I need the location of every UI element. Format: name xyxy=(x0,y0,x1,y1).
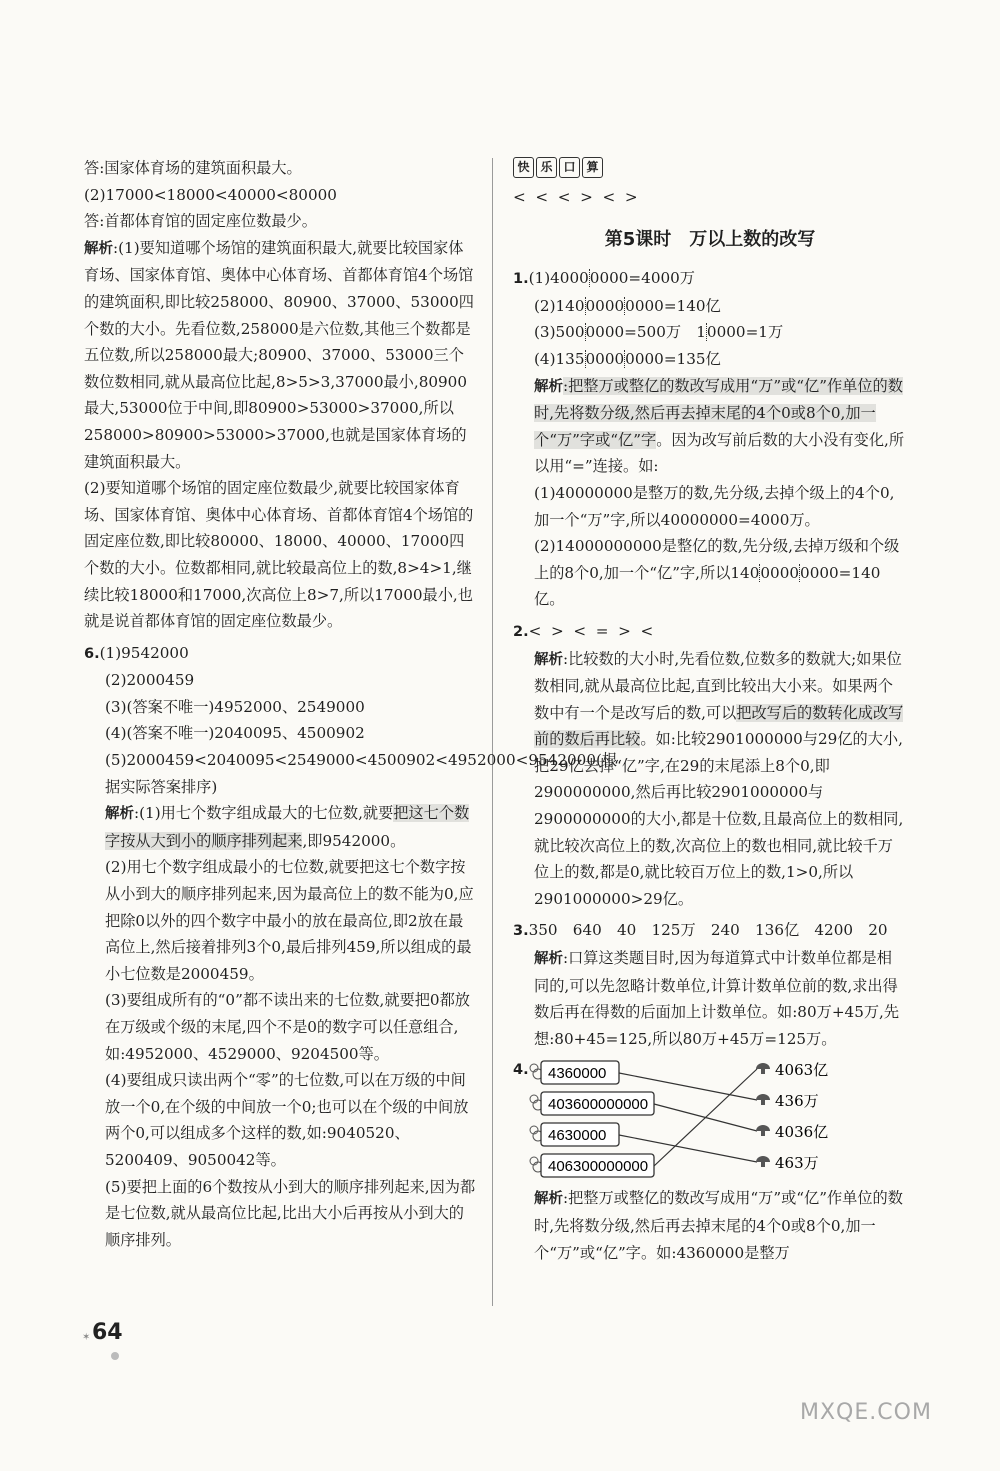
q1-line xyxy=(513,265,907,293)
left-number: 4630000 xyxy=(548,1127,607,1145)
jiexi-label: 解析 xyxy=(534,378,563,395)
answer-text: 0000=135亿 xyxy=(625,349,721,368)
explanation-text: :口算这类题目时,因为每道算式中计数单位都是相同的,可以先忽略计数单位,计算计数单位前的数,求出得数后再在得数的后面加上计数单位。如:80万+45万,先想:80+45=125,所以80万+45万=125万。 xyxy=(534,949,900,1048)
left-number: 406300000000 xyxy=(548,1158,649,1176)
matching-diagram xyxy=(513,1057,907,1179)
question-number: 1. xyxy=(513,271,529,288)
explanation-paragraph xyxy=(513,480,907,533)
answer-text: 0000 xyxy=(585,349,625,368)
right-number: 436万 xyxy=(775,1092,819,1111)
explanation-text: 0000=140亿。 xyxy=(534,563,881,609)
explanation-text: :比较数的大小时,先看位数,位数多的数就大;如果位数相同,就从最高位比起,直到比较出大小来。如果两个数中有一个是改写后的数,可以 xyxy=(534,649,902,722)
q1-line xyxy=(513,293,907,320)
kuaile-kousuan-badge xyxy=(513,157,907,178)
highlighted-text: :把整万或整亿的数改写成用“万”或“亿”作单位的数时,先将数分级,然后再去掉末尾的4个0或8个0,加一个“万”字或“亿”字 xyxy=(534,376,903,449)
badge-char: 算 xyxy=(582,157,603,178)
answer-text: (2)140 xyxy=(534,296,585,315)
answer-text: 0000=500万 1 xyxy=(585,323,706,342)
left-number: 4360000 xyxy=(548,1065,607,1083)
jiexi-label: 解析 xyxy=(105,806,134,823)
answer-text: (1)4000 xyxy=(528,269,589,288)
left-number: 403600000000 xyxy=(548,1096,649,1114)
explanation-paragraph: (2)要知道哪个场馆的固定座位数最少,就要比较国家体育场、国家体育馆、奥体中心体育场、首都体育馆4个场馆的固定座位数,即比较80000、18000、40000、17000四个数的大小。位数都相同,就比较最高位上的数,8>4>1,继续比较18000和17000,次高位上8>7,所以17000最小,也就是说首都体育馆的固定座位数最少。 xyxy=(84,479,474,631)
jiexi-label: 解析 xyxy=(84,240,113,257)
explanation-paragraph xyxy=(84,800,478,854)
answer-text: 0000=4000万 xyxy=(589,269,695,288)
badge-char: 快 xyxy=(513,157,534,178)
explanation-paragraph: (5)要把上面的6个数按从小到大的顺序排列起来,因为都是七位数,就从最高位比起,比出大小后再按从小到大的顺序排列。 xyxy=(105,1177,476,1249)
right-number: 4063亿 xyxy=(775,1061,829,1080)
question-number: 2. xyxy=(513,623,529,640)
q6-line: (3)(答案不唯一)4952000、2549000 xyxy=(105,697,365,716)
explanation-paragraph: (3)要组成所有的“0”都不读出来的七位数,就要把0都放在万级或个级的末尾,四个不是0的数字可以任意组合,如:4952000、4529000、9204500等。 xyxy=(105,991,470,1063)
explanation-paragraph xyxy=(513,373,907,480)
explanation-paragraph xyxy=(513,646,907,913)
answer-text: 0000 xyxy=(585,296,625,315)
section-title: 第5课时 万以上数的改写 xyxy=(604,228,816,250)
answer-text: 0000=140亿 xyxy=(625,296,721,315)
q1-line xyxy=(513,346,907,373)
answer-line: 答:国家体育场的建筑面积最大。 xyxy=(84,159,302,177)
page-dot-decoration xyxy=(111,1352,119,1360)
explanation-paragraph xyxy=(513,1185,907,1266)
star-decoration-icon: ✶ xyxy=(82,1332,91,1343)
explanation-text: 0000 xyxy=(760,563,800,582)
question-number: 3. xyxy=(513,923,529,940)
connector-lines xyxy=(619,1069,757,1166)
question-number: 6. xyxy=(84,645,100,662)
explanation-paragraph xyxy=(84,235,478,475)
q6-line xyxy=(84,640,478,668)
highlighted-text: 把这七个数字按从大到小的顺序排列起来 xyxy=(105,804,470,850)
explanation-text: :(1)用七个数字组成最大的七位数,就要 xyxy=(134,804,394,823)
question-4 xyxy=(513,1057,907,1179)
mushroom-icon xyxy=(756,1063,770,1074)
answer-line: (2)17000<18000<40000<80000 xyxy=(84,185,337,204)
explanation-text: (2)14000000000是整亿的数,先分级,去掉万级和个级上的8个0,加一个“亿”字,所以140 xyxy=(534,537,900,582)
highlighted-text: 把改写后的数转化成改写前的数后再比较 xyxy=(534,703,904,749)
badge-char: 乐 xyxy=(536,157,557,178)
answer-text: (1)9542000 xyxy=(99,643,189,662)
answer-line: 答:首都体育馆的固定座位数最少。 xyxy=(84,212,317,231)
watermark: MXQE.COM xyxy=(800,1400,932,1425)
explanation-paragraph xyxy=(513,945,907,1052)
explanation-paragraph: (4)要组成只读出两个“零”的七位数,可以在万级的中间放一个0,在个级的中间放一个0;也可以在个级的中间放两个0,可以组成多个这样的数,如:9040520、5200409、9050042等。 xyxy=(105,1071,469,1169)
right-column xyxy=(513,155,907,1266)
right-number: 4036亿 xyxy=(775,1123,829,1142)
jiexi-label: 解析 xyxy=(534,651,563,668)
q2-line xyxy=(513,618,907,646)
jiexi-label: 解析 xyxy=(534,1191,563,1208)
explanation-text: ,即9542000。 xyxy=(302,831,406,850)
explanation-text: 0000=4000万。 xyxy=(699,510,820,529)
answer-text: (4)135 xyxy=(534,349,585,368)
column-divider xyxy=(492,158,493,1306)
explanation-paragraph xyxy=(513,533,907,613)
explanation-paragraph: (2)用七个数字组成最小的七位数,就要把这七个数字按从小到大的顺序排列起来,因为最高位上的数不能为0,应把除0以外的四个数字中最小的放在最高位,即2放在最高位上,然后接着排列3个0,最后排列459,所以组成的最小七位数是2000459。 xyxy=(105,858,474,983)
answer-text: 0000=1万 xyxy=(706,323,784,342)
mushroom-icon xyxy=(756,1125,770,1136)
explanation-text: :把整万或整亿的数改写成用“万”或“亿”作单位的数时,先将数分级,然后再去掉末尾的4个0或8个0,加一个“万”或“亿”字。如:4360000是整万 xyxy=(534,1189,903,1262)
answer-text: (3)500 xyxy=(534,323,585,342)
answer-text: 350 640 40 125万 240 136亿 4200 20 xyxy=(528,921,888,940)
right-number: 463万 xyxy=(775,1154,819,1173)
answer-text: < > < = > < xyxy=(528,621,654,640)
explanation-text: 。因为改写前后数的大小没有变化,所以用“=”连接。如: xyxy=(534,430,905,476)
jiexi-label: 解析 xyxy=(534,951,563,968)
q1-line xyxy=(513,319,907,346)
q6-line: (4)(答案不唯一)2040095、4500902 xyxy=(105,724,365,743)
explanation-text: 。如:比较2901000000与29亿的大小,把29亿去掉“亿”字,在29的末尾添上8个0,即2900000000,然后再比较2901000000与2900000000的大小,都是十位数,且最高位上的数相同,就比较次高位上的数,次高位上的数也相同,就比较千万位上的数,都是0,就比较百万位上的数,1>0,所以2901000000>29亿。 xyxy=(534,730,904,908)
badge-char: 口 xyxy=(559,157,580,178)
mushroom-icon xyxy=(756,1156,770,1167)
kuaile-answers: < < < > < > xyxy=(513,188,638,206)
q6-line: (2)2000459 xyxy=(105,671,195,690)
page-number: 64 xyxy=(92,1320,123,1345)
question-number: 4. xyxy=(513,1062,529,1079)
explanation-text: :(1)要知道哪个场馆的建筑面积最大,就要比较国家体育场、国家体育馆、奥体中心体育场、首都体育馆4个场馆的建筑面积,即比较258000、80900、37000、53000四个数的大小。先看位数,258000是六位数,其他三个数都是五位数,所以258000最大;80900、37000、53000三个数位数相同,就从最高位比起,8>5>3,37000最小,80900最大,53000位于中间,即80900>53000>37000,所以258000>80900>53000>37000,也就是国家体育场的建筑面积最大。 xyxy=(84,238,474,471)
explanation-text: (1)40000000是整万的数,先分级,去掉个级上的4个0,加一个“万”字,所以4000 xyxy=(534,483,895,529)
q6-line: (5)2000459<2040095<2549000<4500902<4952000<9542000(根据实际答案排序) xyxy=(105,751,618,796)
mushroom-icon xyxy=(756,1094,770,1105)
q3-line xyxy=(513,917,907,945)
